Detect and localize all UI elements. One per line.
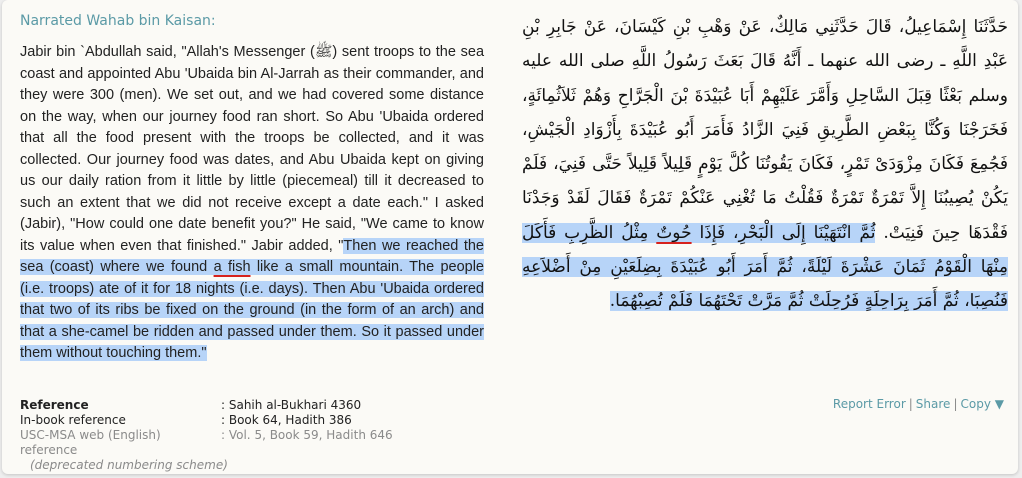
arabic-underlined-word: حُوتٌ — [656, 222, 692, 243]
separator: | — [953, 397, 958, 411]
inbook-reference-label: In-book reference — [20, 413, 126, 427]
deprecated-note: (deprecated numbering scheme) — [30, 458, 228, 472]
share-link[interactable]: Share — [915, 397, 951, 411]
usc-reference-row — [20, 428, 393, 458]
english-text-part: Jabir bin `Abdullah said, "Allah's Messenger (ﷺ) sent troops to the sea coast and appointed Abu 'Ubaida bin Al-Jarrah as their commander, and they were 300 (men). We set out, and we had covered some distance on the way, when our journey food ran short. So Abu 'Ubaida ordered that all the food present with the troops be collected, and it was collected. Our journey food was dates, and Abu Ubaida kept on giving us our daily ration from it little by little (piecemeal) till it decreased to such an extent that we did not receive except a date each." I asked (Jabir), "How could one date benefit you?" He said, "We came to know its value when even that finished." Jabir added, " — [20, 44, 485, 254]
narrator-line: Narrated Wahab bin Kaisan: — [20, 13, 216, 29]
report-error-link[interactable]: Report Error — [832, 397, 906, 411]
arabic-selected-part: مِثْلُ الظَّرِبِ فَأَكَلَ مِنْهَا الْقَوْمُ ثَمَانَ عَشْرَةَ لَيْلَةً، ثُمَّ أَمَرَ أَبُو عُبَيْدَةَ بِضِلَعَيْنِ مِنْ أَضْلاَعِهِ فَنُصِبَا، ثُمَّ أَمَرَ بِرَاحِلَةٍ فَرُحِلَتْ ثُمَّ مَرَّتْ تَحْتَهُمَا فَلَمْ تُصِبْهُمَا. — [522, 222, 1008, 312]
usc-reference-value: : Vol. 5, Book 59, Hadith 646 — [221, 428, 393, 442]
selected-text-part: like a small mountain. The people (i.e. troops) ate of it for 18 nights (i.e. days). Then Abu 'Ubaida ordered that two of its ribs be fixed on the ground (in the form of an arch) and that a she-camel be ridden and passed under them. So it passed under them without touching them." — [20, 259, 484, 361]
chevron-down-icon: ▼ — [994, 397, 1004, 411]
selected-text — [20, 238, 484, 362]
selected-text-part: Then we reached the sea (coast) where we found — [20, 237, 484, 275]
reference-label: Reference — [20, 398, 89, 412]
arabic-text-part: حَدَّثَنَا إِسْمَاعِيلُ، قَالَ حَدَّثَنِي مَالِكٌ، عَنْ وَهْبِ بْنِ كَيْسَانَ، عَنْ جَابِرِ بْنِ عَبْدِ اللَّهِ ـ رضى الله عنهما ـ أَنَّهُ قَالَ بَعَثَ رَسُولُ اللَّهِ صلى الله عليه وسلم بَعْثًا قِبَلَ السَّاحِلِ وَأَمَّرَ عَلَيْهِمْ أَبَا عُبَيْدَةَ بْنَ الْجَرَّاحِ وَهُمْ ثَلاَثُمِائَةٍ، فَخَرَجْنَا وَكُنَّا بِبَعْضِ الطَّرِيقِ فَنِيَ الزَّادُ فَأَمَرَ أَبُو عُبَيْدَةَ بِأَزْوَادِ الْجَيْشِ، فَجُمِعَ فَكَانَ مِزْوَدَىْ تَمْرٍ، فَكَانَ يَقُوتُنَا كُلَّ يَوْمٍ قَلِيلاً قَلِيلاً حَتَّى فَنِيَ، فَلَمْ يَكُنْ يُصِيبُنَا إِلاَّ تَمْرَةٌ تَمْرَةٌ فَقُلْتُ مَا تُغْنِي عَنْكُمْ تَمْرَةٌ فَقَالَ لَقَدْ وَجَدْنَا فَقْدَهَا حِينَ فَنِيَتْ. — [522, 17, 1008, 243]
english-text — [20, 42, 484, 365]
hadith-card — [2, 0, 1018, 474]
inbook-reference-row — [20, 413, 393, 428]
copy-link[interactable] — [960, 397, 1004, 411]
copy-label: Copy — [960, 397, 991, 411]
separator: | — [908, 397, 913, 411]
reference-row — [20, 398, 393, 413]
underlined-word: a fish — [213, 259, 251, 275]
arabic-text — [522, 10, 1008, 319]
inbook-reference-value: : Book 64, Hadith 386 — [221, 413, 352, 427]
reference-block — [20, 398, 393, 473]
action-links — [833, 397, 1004, 411]
usc-reference-label: USC-MSA web (English) reference — [20, 428, 161, 457]
reference-value: : Sahih al-Bukhari 4360 — [221, 398, 362, 412]
arabic-selected-part: ثُمَّ انْتَهَيْنَا إِلَى الْبَحْرِ، فَإِذَا — [691, 222, 876, 243]
